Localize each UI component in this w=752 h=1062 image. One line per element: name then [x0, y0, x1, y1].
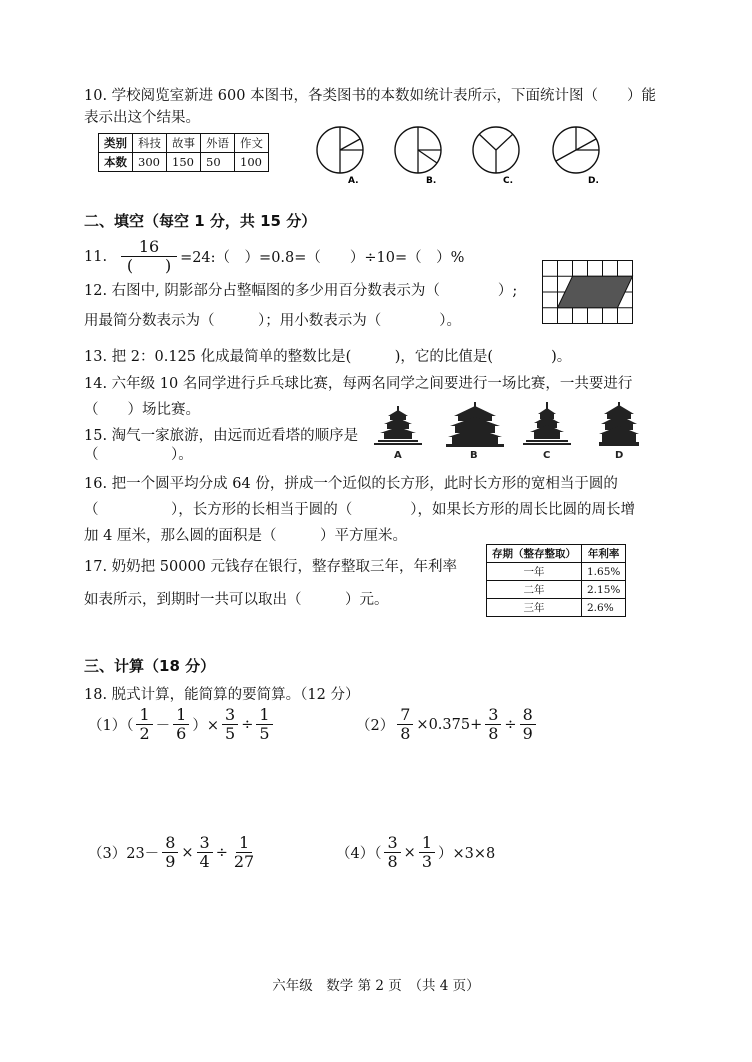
q16-line2: （ ），长方形的长相当于圆的（ ），如果长方形的周长比圆的周长增 — [84, 502, 635, 518]
table-cell: 300 — [133, 153, 167, 172]
q18-intro: 18. 脱式计算，能简算的要简算。（12 分） — [84, 687, 360, 703]
frac-num: 3 — [485, 706, 501, 725]
operator: ×0.375+ — [416, 716, 483, 733]
table-cell: 作文 — [235, 134, 269, 153]
table-row — [487, 599, 626, 617]
q17-line1: 17. 奶奶把 50000 元钱存在银行，整存整取三年，年利率 — [84, 559, 458, 575]
q11-frac-den: ( ) — [126, 256, 172, 276]
frac-num: 3 — [222, 706, 238, 725]
table-row — [99, 153, 269, 172]
table-cell: 故事 — [167, 134, 201, 153]
pagoda-c — [523, 402, 571, 461]
table-cell: 类别 — [99, 134, 133, 153]
frac-num: 3 — [197, 834, 213, 853]
pagoda-label: C — [543, 450, 551, 461]
table-cell: 年利率 — [582, 545, 626, 563]
q10-line1: 10. 学校阅览室新进 600 本图书，各类图书的本数如统计表所示，下面统计图（ ）能 — [84, 88, 657, 104]
frac-den: 4 — [199, 852, 210, 872]
q11-rest: =24:（ ）=0.8=（ ）÷10=（ ）% — [180, 250, 465, 267]
pie-option-b[interactable] — [395, 127, 441, 186]
table-row — [487, 563, 626, 581]
q13: 13. 把 2：0.125 化成最简单的整数比是( )，它的比值是( )。 — [84, 349, 572, 365]
table-cell: 科技 — [133, 134, 167, 153]
part-label: （3）23－ — [88, 846, 160, 863]
q14-line2: （ ）场比赛。 — [84, 402, 200, 418]
option-label: C. — [503, 176, 514, 186]
q11-number: 11. — [84, 248, 108, 265]
part-label: （1）（ — [88, 718, 134, 735]
part-label: （2） — [356, 718, 395, 735]
pie-option-a[interactable] — [317, 127, 363, 186]
frac-den: 6 — [176, 724, 187, 744]
operator: ）×3×8 — [438, 846, 496, 863]
q18-part4: （4）（ $\frac{3}{8}$ × $\frac{1}{3}$ ）×3×8 — [336, 833, 496, 872]
pagoda-a — [374, 406, 422, 461]
option-label: B. — [426, 176, 437, 186]
pagoda-d — [599, 402, 639, 461]
table-cell: 存期（整存整取） — [487, 545, 582, 563]
frac-num: 8 — [520, 706, 536, 725]
frac-num: 1 — [256, 706, 272, 725]
option-label: A. — [348, 176, 359, 186]
pagoda-b — [446, 402, 504, 461]
table-cell: 二年 — [487, 581, 582, 599]
table-cell: 150 — [167, 153, 201, 172]
q15-line1: 15. 淘气一家旅游，由远而近看塔的顺序是 — [84, 428, 359, 444]
q11 — [84, 238, 464, 276]
table-header-row — [487, 545, 626, 563]
shaded-parallelogram — [558, 276, 633, 308]
pie-option-c[interactable] — [473, 127, 519, 186]
frac-den: 8 — [488, 724, 499, 744]
frac-den: 3 — [421, 852, 433, 872]
pagoda-label: D — [615, 450, 624, 461]
q18-part2: （2） $\frac{7}{8}$ ×0.375+ $\frac{3}{8}$ ÷ $\frac{8}{9}$ — [356, 706, 539, 744]
q18-part1: （1）（ $\frac{1}{2}$ － $\frac{1}{6}$ ）× $\frac{3}{5}$ ÷ $\frac{1}{5}$ — [88, 706, 276, 744]
frac-num: 1 — [419, 834, 435, 853]
section-3-title: 三、计算（18 分） — [84, 657, 216, 675]
table-cell: 一年 — [487, 563, 582, 581]
frac-den: 5 — [259, 724, 270, 744]
table-cell: 外语 — [201, 134, 235, 153]
frac-num: 3 — [384, 834, 400, 853]
option-label: D. — [588, 176, 599, 186]
q16-line3: 加 4 厘米，那么圆的面积是（ ）平方厘米。 — [84, 528, 407, 544]
frac-num: 1 — [136, 706, 152, 725]
page-footer: 六年级 数学 第 2 页 （共 4 页） — [272, 978, 480, 994]
frac-den: 9 — [522, 724, 533, 744]
frac-den: 8 — [387, 852, 398, 872]
q12-line2: 用最简分数表示为（ ）；用小数表示为（ ）。 — [84, 313, 461, 329]
table-row — [487, 581, 626, 599]
q10-pie-options — [310, 120, 620, 190]
pagoda-label: B — [470, 450, 478, 461]
q10-line2: 表示出这个结果。 — [84, 110, 200, 126]
frac-num: 1 — [173, 706, 189, 725]
part-label: （4）（ — [336, 846, 382, 863]
table-cell: 50 — [201, 153, 235, 172]
frac-den: 5 — [225, 724, 236, 744]
section-2-title: 二、填空（每空 1 分，共 15 分） — [84, 212, 317, 230]
q11-frac-num: 16 — [121, 238, 177, 257]
table-cell: 本数 — [99, 153, 133, 172]
table-cell: 三年 — [487, 599, 582, 617]
q10-table — [98, 133, 269, 172]
frac-den: 27 — [233, 852, 255, 872]
frac-num: 1 — [236, 834, 252, 853]
table-cell: 2.15% — [582, 581, 626, 599]
q18-part3: （3）23－ $\frac{8}{9}$ × $\frac{3}{4}$ ÷ $\frac{1}{27}$ — [88, 834, 260, 872]
q17-rate-table — [486, 544, 626, 617]
q14-line1: 14. 六年级 10 名同学进行乒乓球比赛，每两名同学之间要进行一场比赛，一共要进行 — [84, 376, 633, 392]
q15-pagodas — [370, 400, 650, 464]
pagoda-label: A — [394, 450, 402, 461]
q12-grid-figure — [542, 260, 634, 324]
frac-num: 7 — [397, 706, 413, 725]
q16-line1: 16. 把一个圆平均分成 64 份，拼成一个近似的长方形，此时长方形的宽相当于圆的 — [84, 476, 618, 492]
table-header-row — [99, 134, 269, 153]
frac-den: 8 — [400, 724, 411, 744]
operator: ）× — [192, 718, 220, 735]
table-cell: 2.6% — [582, 599, 626, 617]
table-cell: 1.65% — [582, 563, 626, 581]
q17-line2: 如表所示，到期时一共可以取出（ ）元。 — [84, 592, 389, 608]
frac-den: 2 — [139, 724, 150, 744]
frac-den: 9 — [165, 852, 176, 872]
frac-num: 8 — [162, 834, 178, 853]
q15-line2: （ ）。 — [84, 447, 193, 463]
q12-line1: 12. 右图中, 阴影部分占整幅图的多少用百分数表示为（ ）; — [84, 283, 518, 299]
pie-option-d[interactable] — [553, 127, 599, 186]
table-cell: 100 — [235, 153, 269, 172]
